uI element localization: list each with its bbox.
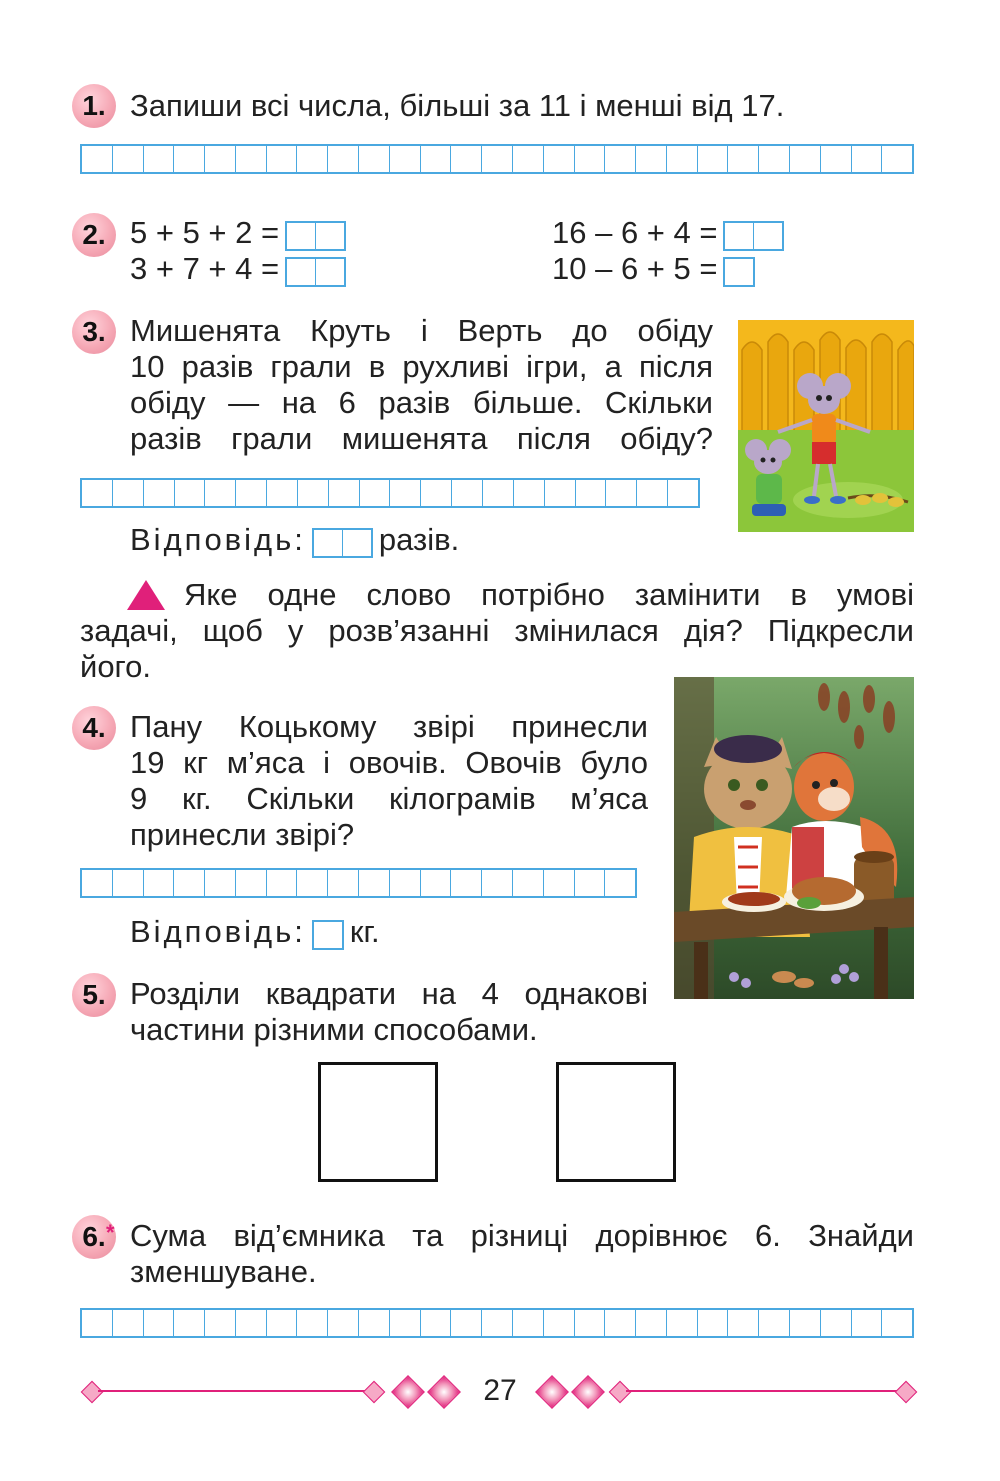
- task-1-number: 1.: [72, 84, 116, 128]
- equation-1-text: 5 + 5 + 2 =: [130, 215, 280, 250]
- task-3-number: 3.: [72, 310, 116, 354]
- equation-1: [130, 215, 346, 251]
- task-4-line-1: Пану Коцькому звірі принесли: [130, 709, 648, 744]
- task-4-line-4: принесли звірі?: [130, 817, 355, 852]
- footer-diamond-right-end-icon: [895, 1381, 918, 1404]
- footer-line-left: [98, 1390, 366, 1392]
- triangle-task-line-2: задачі, щоб у розв’язанні змінилася дія? Підкресли: [80, 613, 914, 648]
- equation-3-text: 16 – 6 + 4 =: [552, 215, 718, 250]
- equation-3-answer-box[interactable]: [723, 221, 784, 251]
- mice-illustration: [738, 320, 914, 532]
- task-3-answer: [130, 522, 459, 558]
- equation-4: [552, 251, 755, 287]
- task-6-number: [72, 1215, 116, 1259]
- footer-diamond-right-1-icon: [535, 1375, 569, 1409]
- equation-4-answer-box[interactable]: [723, 257, 755, 287]
- task-3-line-3: обіду — на 6 разів більше. Скільки: [130, 385, 713, 420]
- footer-diamond-left-small-icon: [363, 1381, 386, 1404]
- task-6-line-1: Сума від’ємника та різниці дорівнює 6. Знайди: [130, 1218, 914, 1253]
- answer-grid-4[interactable]: [80, 868, 637, 898]
- task-3-answer-unit: разів.: [378, 522, 460, 557]
- cat-and-fox-illustration: [674, 677, 914, 999]
- task-3-line-1: Мишенята Круть і Верть до обіду: [130, 313, 713, 348]
- drawing-square-1[interactable]: [318, 1062, 438, 1182]
- task-4-line-2: 19 кг м’яса і овочів. Овочів було: [130, 745, 648, 780]
- footer-diamond-left-1-icon: [391, 1375, 425, 1409]
- task-6-star: *: [106, 1220, 115, 1245]
- answer-grid-3[interactable]: [80, 478, 700, 508]
- equation-1-answer-box[interactable]: [285, 221, 346, 251]
- task-3-line-2: 10 разів грали в рухливі ігри, а після: [130, 349, 713, 384]
- footer-diamond-left-end-icon: [81, 1381, 104, 1404]
- page-number: 27: [483, 1374, 517, 1407]
- answer-grid-1[interactable]: [80, 144, 914, 174]
- task-3-line-4: разів грали мишенята після обіду?: [130, 421, 713, 456]
- footer-diamond-right-2-icon: [571, 1375, 605, 1409]
- task-5-number: 5.: [72, 973, 116, 1017]
- equation-3: [552, 215, 784, 251]
- task-4-answer: [130, 914, 380, 950]
- task-4-answer-unit: кг.: [349, 914, 380, 949]
- task-4-line-3: 9 кг. Скільки кілограмів м’яса: [130, 781, 648, 816]
- answer-grid-6[interactable]: [80, 1308, 914, 1338]
- task-5-line-2: частини різними способами.: [130, 1012, 538, 1047]
- footer-line-right: [626, 1390, 898, 1392]
- task-6-line-2: зменшуване.: [130, 1254, 317, 1289]
- footer-diamond-left-2-icon: [427, 1375, 461, 1409]
- triangle-marker-icon: [127, 580, 165, 610]
- task-1-text: Запиши всі числа, більші за 11 і менші від 17.: [130, 88, 785, 123]
- triangle-task-line-1: Яке одне слово потрібно замінити в умові: [184, 577, 914, 612]
- drawing-square-2[interactable]: [556, 1062, 676, 1182]
- equation-2-text: 3 + 7 + 4 =: [130, 251, 280, 286]
- triangle-task-line-3: його.: [80, 649, 152, 684]
- task-3-answer-label: Відповідь:: [130, 522, 306, 557]
- task-2-number: 2.: [72, 213, 116, 257]
- equation-2: [130, 251, 346, 287]
- task-4-answer-label: Відповідь:: [130, 914, 306, 949]
- footer-diamond-right-small-icon: [609, 1381, 632, 1404]
- task-4-number: 4.: [72, 706, 116, 750]
- task-6-number-text: 6.: [82, 1221, 106, 1252]
- task-4-answer-box[interactable]: [312, 920, 344, 950]
- task-5-line-1: Розділи квадрати на 4 однакові: [130, 976, 648, 1011]
- equation-4-text: 10 – 6 + 5 =: [552, 251, 718, 286]
- equation-2-answer-box[interactable]: [285, 257, 346, 287]
- task-3-answer-box[interactable]: [312, 528, 373, 558]
